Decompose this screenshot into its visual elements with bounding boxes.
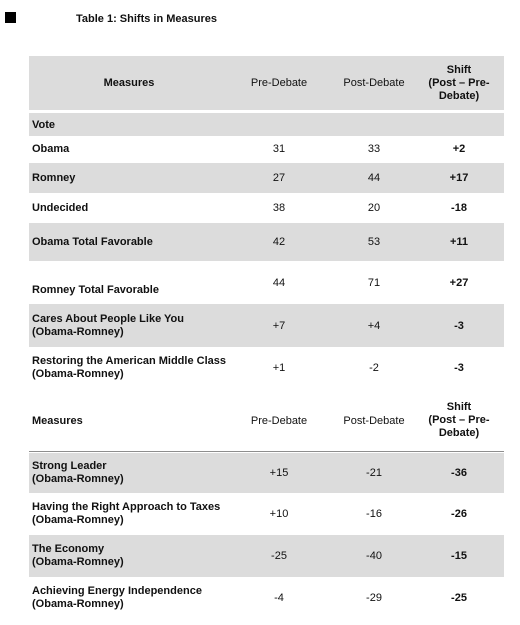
- row-pre: +15: [269, 467, 289, 479]
- row-measure: The Economy (Obama-Romney): [32, 543, 124, 568]
- row-pre: 27: [272, 172, 286, 184]
- row-post: -40: [366, 550, 382, 562]
- row-measure: Achieving Energy Independence (Obama-Romney): [32, 585, 202, 610]
- row-shift: -36: [451, 467, 467, 479]
- row-pre: -25: [271, 550, 287, 562]
- header2-measures: Measures: [32, 414, 83, 427]
- header2-shift-label: Shift (Post – Pre- Debate): [428, 401, 490, 439]
- row-post: -16: [366, 508, 382, 520]
- row-post: 71: [367, 276, 381, 289]
- row-measure: Undecided: [32, 202, 89, 214]
- row-shift: +11: [449, 236, 469, 248]
- table-row: [29, 136, 504, 162]
- row-measure: Strong Leader (Obama-Romney): [32, 460, 124, 485]
- table-row: [29, 163, 504, 193]
- row-pre: +1: [272, 362, 286, 374]
- header-pre-debate: Pre-Debate: [250, 77, 308, 89]
- row-post: -21: [366, 467, 382, 479]
- table-row: [29, 577, 504, 619]
- row-post: 20: [367, 202, 381, 214]
- row-shift: -3: [454, 362, 464, 374]
- header-shift: [414, 56, 504, 110]
- row-shift: -3: [454, 319, 464, 332]
- row-pre: 42: [272, 236, 286, 248]
- row-measure: Obama Total Favorable: [32, 236, 153, 248]
- bullet-marker: [5, 12, 16, 23]
- table-row: [29, 453, 504, 493]
- row-pre: 38: [272, 202, 286, 214]
- table-row: [29, 347, 504, 389]
- row-pre: +10: [269, 508, 289, 520]
- section-vote-label: Vote: [32, 118, 56, 131]
- row-pre: 31: [272, 143, 286, 155]
- row-shift: +17: [449, 172, 469, 184]
- table-row: [29, 223, 504, 261]
- row-measure: Obama: [32, 143, 70, 155]
- table-row: [29, 261, 504, 304]
- header2-shift: [414, 389, 504, 452]
- header-post-debate: Post-Debate: [343, 77, 405, 89]
- row-measure: Cares About People Like You (Obama-Romney): [32, 312, 184, 338]
- row-shift: -15: [451, 550, 467, 562]
- row-measure: Romney Total Favorable: [32, 284, 159, 296]
- row-measure: Restoring the American Middle Class (Obama-Romney): [32, 355, 226, 380]
- divider: [29, 451, 504, 452]
- row-pre: +7: [272, 319, 286, 332]
- table-title: Table 1: Shifts in Measures: [76, 13, 218, 25]
- table-row: [29, 304, 504, 347]
- row-shift: -26: [451, 508, 467, 520]
- row-post: -29: [366, 592, 382, 604]
- table-row: [29, 193, 504, 223]
- table-row: [29, 493, 504, 535]
- table-row: [29, 535, 504, 577]
- row-shift: -25: [451, 592, 467, 604]
- section-row-vote: [29, 113, 504, 136]
- header2-post-debate: Post-Debate: [343, 414, 405, 427]
- header-measures: Measures: [103, 77, 155, 89]
- header-shift-label: Shift (Post – Pre- Debate): [428, 63, 490, 102]
- header2-pre-debate: Pre-Debate: [250, 414, 308, 427]
- row-pre: 44: [272, 276, 286, 289]
- row-measure: Having the Right Approach to Taxes (Obama-Romney): [32, 501, 221, 526]
- row-post: 33: [367, 143, 381, 155]
- row-shift: +2: [452, 143, 466, 155]
- row-shift: +27: [449, 276, 469, 289]
- row-shift: -18: [451, 202, 467, 214]
- row-post: 44: [367, 172, 381, 184]
- row-post: -2: [369, 362, 379, 374]
- row-measure: Romney: [32, 172, 76, 184]
- table-header-2: [29, 389, 504, 452]
- table-header: [29, 56, 504, 110]
- row-pre: -4: [274, 592, 284, 604]
- row-post: +4: [367, 319, 381, 332]
- row-post: 53: [367, 236, 381, 248]
